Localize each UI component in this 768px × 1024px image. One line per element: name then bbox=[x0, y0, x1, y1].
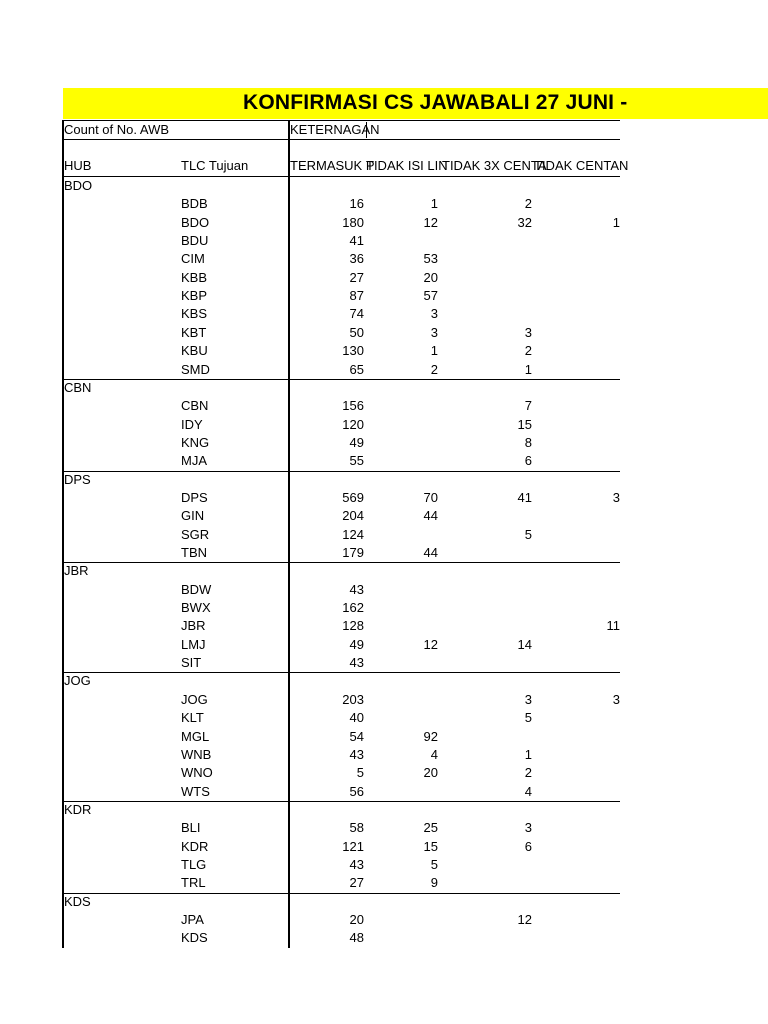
tidak-3x-cell: 7 bbox=[524, 398, 532, 413]
tidak-3x-cell: 6 bbox=[524, 839, 532, 854]
col-tidak-isi-header: TIDAK ISI LIN bbox=[366, 158, 448, 173]
tlc-cell: MGL bbox=[181, 729, 210, 744]
tlc-cell: KNG bbox=[181, 435, 210, 450]
termasuk-cell: 120 bbox=[342, 417, 364, 432]
tidak-isi-cell: 15 bbox=[423, 839, 438, 854]
termasuk-cell: 43 bbox=[349, 582, 364, 597]
termasuk-cell: 128 bbox=[342, 618, 364, 633]
header-rule bbox=[63, 139, 620, 140]
tlc-cell: KBS bbox=[181, 306, 208, 321]
termasuk-cell: 5 bbox=[356, 765, 364, 780]
tlc-cell: BDW bbox=[181, 582, 212, 597]
tidak-isi-cell: 44 bbox=[423, 508, 438, 523]
termasuk-cell: 56 bbox=[349, 784, 364, 799]
tidak-3x-cell: 32 bbox=[517, 215, 532, 230]
header-bottom-rule bbox=[63, 176, 620, 177]
termasuk-cell: 43 bbox=[349, 857, 364, 872]
tidak-isi-cell: 57 bbox=[423, 288, 438, 303]
termasuk-cell: 48 bbox=[349, 930, 364, 945]
tlc-cell: KBB bbox=[181, 270, 208, 285]
tidak-3x-cell: 1 bbox=[524, 362, 532, 377]
tlc-cell: BDU bbox=[181, 233, 209, 248]
termasuk-cell: 50 bbox=[349, 325, 364, 340]
tlc-cell: IDY bbox=[181, 417, 203, 432]
group-separator bbox=[63, 379, 620, 380]
tidak-3x-cell: 5 bbox=[524, 710, 532, 725]
tlc-cell: DPS bbox=[181, 490, 208, 505]
termasuk-cell: 27 bbox=[349, 875, 364, 890]
termasuk-cell: 156 bbox=[342, 398, 364, 413]
tidak-centan-cell: 1 bbox=[612, 215, 620, 230]
tidak-isi-cell: 20 bbox=[423, 270, 438, 285]
tidak-centan-cell: 3 bbox=[612, 692, 620, 707]
tlc-cell: GIN bbox=[181, 508, 205, 523]
tlc-cell: WNB bbox=[181, 747, 212, 762]
tlc-cell: KLT bbox=[181, 710, 204, 725]
tlc-cell: KDR bbox=[181, 839, 209, 854]
report-title-banner bbox=[63, 88, 768, 119]
tlc-cell: TBN bbox=[181, 545, 207, 560]
tlc-cell: JBR bbox=[181, 618, 206, 633]
tidak-isi-cell: 12 bbox=[423, 637, 438, 652]
tlc-cell: SIT bbox=[181, 655, 202, 670]
termasuk-cell: 49 bbox=[349, 637, 364, 652]
termasuk-cell: 41 bbox=[349, 233, 364, 248]
hub-cell: CBN bbox=[64, 380, 92, 395]
termasuk-cell: 43 bbox=[349, 747, 364, 762]
termasuk-cell: 162 bbox=[342, 600, 364, 615]
tlc-cell: KBP bbox=[181, 288, 208, 303]
tlc-cell: KBT bbox=[181, 325, 207, 340]
termasuk-cell: 36 bbox=[349, 251, 364, 266]
group-separator bbox=[63, 672, 620, 673]
tidak-isi-cell: 5 bbox=[430, 857, 438, 872]
tlc-cell: JPA bbox=[181, 912, 204, 927]
left-border bbox=[62, 120, 64, 948]
tidak-isi-cell: 1 bbox=[430, 196, 438, 211]
termasuk-cell: 27 bbox=[349, 270, 364, 285]
keterangan-label: KETERNAGAN bbox=[290, 122, 380, 137]
tidak-isi-cell: 92 bbox=[423, 729, 438, 744]
tlc-cell: MJA bbox=[181, 453, 207, 468]
hub-cell: BDO bbox=[64, 178, 93, 193]
tlc-cell: SMD bbox=[181, 362, 210, 377]
group-separator bbox=[63, 562, 620, 563]
termasuk-cell: 130 bbox=[342, 343, 364, 358]
tidak-isi-cell: 2 bbox=[430, 362, 438, 377]
termasuk-cell: 55 bbox=[349, 453, 364, 468]
tidak-isi-cell: 70 bbox=[423, 490, 438, 505]
termasuk-cell: 58 bbox=[349, 820, 364, 835]
tidak-isi-cell: 3 bbox=[430, 306, 438, 321]
tidak-isi-cell: 20 bbox=[423, 765, 438, 780]
tidak-3x-cell: 6 bbox=[524, 453, 532, 468]
tlc-cell: TRL bbox=[181, 875, 206, 890]
tidak-3x-cell: 2 bbox=[524, 765, 532, 780]
tidak-3x-cell: 2 bbox=[524, 343, 532, 358]
hub-cell: DPS bbox=[64, 472, 91, 487]
tlc-cell: KBU bbox=[181, 343, 208, 358]
tlc-cell: KDS bbox=[181, 930, 208, 945]
termasuk-cell: 40 bbox=[349, 710, 364, 725]
tidak-3x-cell: 2 bbox=[524, 196, 532, 211]
tidak-3x-cell: 1 bbox=[524, 747, 532, 762]
tlc-cell: SGR bbox=[181, 527, 210, 542]
group-separator bbox=[63, 471, 620, 472]
hub-cell: JOG bbox=[64, 673, 91, 688]
tidak-3x-cell: 15 bbox=[517, 417, 532, 432]
tidak-3x-cell: 4 bbox=[524, 784, 532, 799]
termasuk-cell: 204 bbox=[342, 508, 364, 523]
col-tidak-centan-header: TIDAK CENTAN bbox=[534, 158, 629, 173]
hub-cell: KDS bbox=[64, 894, 91, 909]
tidak-isi-cell: 4 bbox=[430, 747, 438, 762]
tlc-cell: BWX bbox=[181, 600, 211, 615]
tlc-cell: CIM bbox=[181, 251, 205, 266]
tidak-isi-cell: 53 bbox=[423, 251, 438, 266]
termasuk-cell: 20 bbox=[349, 912, 364, 927]
tlc-cell: TLG bbox=[181, 857, 207, 872]
termasuk-cell: 16 bbox=[349, 196, 364, 211]
tlc-cell: WNO bbox=[181, 765, 213, 780]
tidak-3x-cell: 41 bbox=[517, 490, 532, 505]
tidak-isi-cell: 25 bbox=[423, 820, 438, 835]
tidak-3x-cell: 8 bbox=[524, 435, 532, 450]
tidak-3x-cell: 3 bbox=[524, 820, 532, 835]
tidak-3x-cell: 14 bbox=[517, 637, 532, 652]
termasuk-cell: 49 bbox=[349, 435, 364, 450]
tidak-3x-cell: 5 bbox=[524, 527, 532, 542]
tlc-header: TLC Tujuan bbox=[181, 158, 249, 173]
termasuk-cell: 87 bbox=[349, 288, 364, 303]
tlc-cell: BDB bbox=[181, 196, 208, 211]
termasuk-cell: 54 bbox=[349, 729, 364, 744]
tlc-cell: BDO bbox=[181, 215, 210, 230]
termasuk-cell: 124 bbox=[342, 527, 364, 542]
col-tidak-3x-header: TIDAK 3X CENTA bbox=[442, 158, 547, 173]
tidak-isi-cell: 1 bbox=[430, 343, 438, 358]
termasuk-cell: 569 bbox=[342, 490, 364, 505]
termasuk-cell: 65 bbox=[349, 362, 364, 377]
hub-cell: KDR bbox=[64, 802, 92, 817]
tidak-3x-cell: 3 bbox=[524, 325, 532, 340]
tidak-isi-cell: 44 bbox=[423, 545, 438, 560]
tidak-centan-cell: 3 bbox=[612, 490, 620, 505]
tlc-cell: LMJ bbox=[181, 637, 206, 652]
tidak-centan-cell: 11 bbox=[606, 618, 620, 633]
tlc-cell: BLI bbox=[181, 820, 201, 835]
tlc-cell: WTS bbox=[181, 784, 210, 799]
termasuk-cell: 180 bbox=[342, 215, 364, 230]
tidak-3x-cell: 3 bbox=[524, 692, 532, 707]
report-title: KONFIRMASI CS JAWABALI 27 JUNI - bbox=[243, 91, 628, 114]
count-label: Count of No. AWB bbox=[64, 122, 170, 137]
group-separator bbox=[63, 893, 620, 894]
termasuk-cell: 179 bbox=[342, 545, 364, 560]
tidak-isi-cell: 3 bbox=[430, 325, 438, 340]
group-separator bbox=[63, 801, 620, 802]
hub-header: HUB bbox=[64, 158, 92, 173]
keterangan-cursor bbox=[366, 122, 367, 138]
termasuk-cell: 74 bbox=[349, 306, 364, 321]
termasuk-cell: 43 bbox=[349, 655, 364, 670]
tlc-cell: JOG bbox=[181, 692, 208, 707]
tidak-isi-cell: 12 bbox=[423, 215, 438, 230]
tidak-isi-cell: 9 bbox=[430, 875, 438, 890]
termasuk-cell: 203 bbox=[342, 692, 364, 707]
col-termasuk-header: TERMASUK P bbox=[290, 158, 375, 173]
termasuk-cell: 121 bbox=[342, 839, 364, 854]
tidak-3x-cell: 12 bbox=[517, 912, 532, 927]
tlc-cell: CBN bbox=[181, 398, 209, 413]
hub-cell: JBR bbox=[64, 563, 89, 578]
